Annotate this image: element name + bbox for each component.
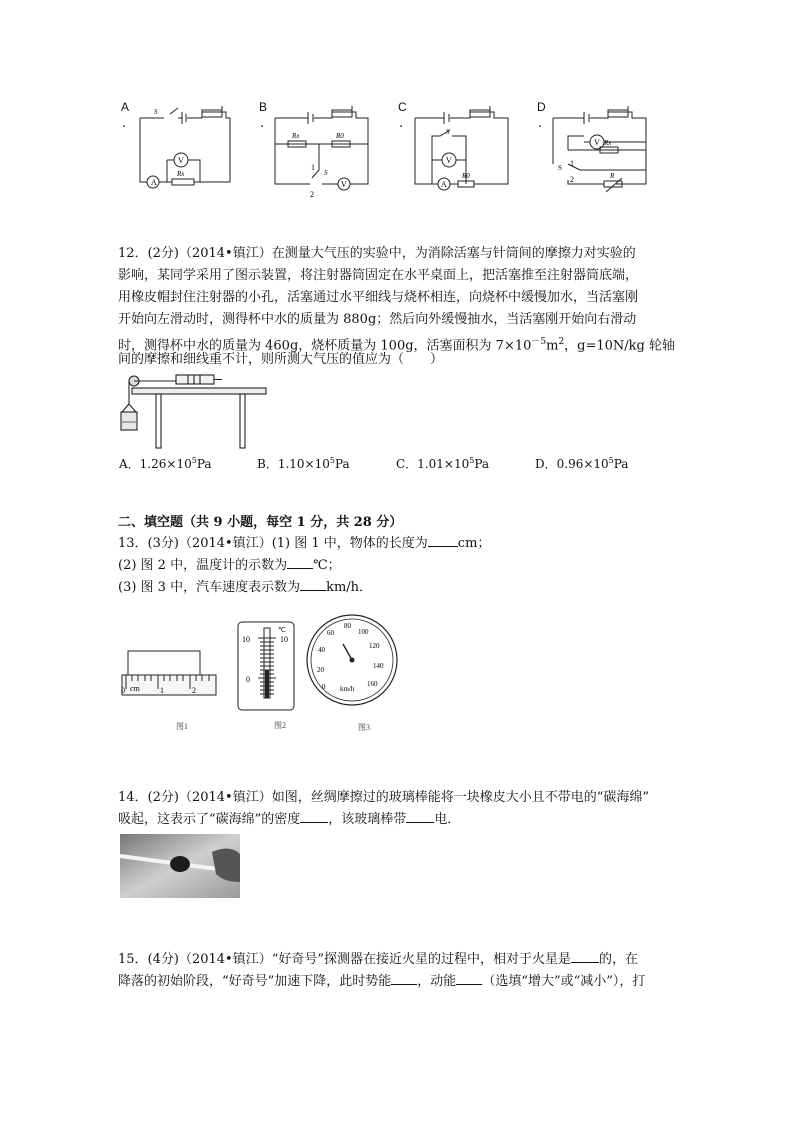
option-b-dot: . [260, 116, 265, 131]
fig3-tick-20: 20 [317, 666, 324, 674]
fig3-tick-80: 80 [344, 622, 351, 630]
option-b-r0-label: R0 [336, 132, 344, 140]
q15-line-1-pre: 15．(4分)（2014•镇江）“好奇号”探测器在接近火星的过程中，相对于火星是 [118, 952, 572, 967]
q13-figure-2-thermometer [234, 618, 300, 733]
option-d-contact-1: 1 [570, 159, 574, 168]
fig1-tick-1: 1 [160, 686, 164, 695]
q15-blank-1[interactable] [571, 950, 599, 963]
option-c-r0-label: R0 [462, 172, 470, 180]
q12-answer-b-value: 1.10×10 [277, 457, 330, 471]
option-d-contact-2: 2 [570, 175, 574, 184]
q12-line-6: 间的摩擦和细线重不计，则所测大气压的值应为（ ） [118, 352, 444, 367]
q12-answer-b-exp: 5 [329, 456, 335, 465]
q12-line-5-post: ，g=10N/kg 轮轴 [564, 338, 676, 354]
fig3-tick-140: 140 [373, 662, 384, 670]
q12-answer-c-unit: Pa [474, 457, 490, 471]
option-a-dot: . [122, 116, 127, 131]
fig3-tick-40: 40 [318, 646, 325, 654]
option-d-circuit [548, 100, 658, 195]
option-c-voltmeter-label: V [446, 156, 452, 165]
option-a-ammeter-label: A [151, 178, 157, 187]
q12-line-2: 影响，某同学采用了图示装置，将注射器筒固定在水平桌面上，把活塞推至注射器筒底端， [118, 268, 639, 283]
option-b-contact-1: 1 [311, 163, 315, 172]
option-d-r-label: R [610, 172, 615, 180]
q15-line-2-post: （选填“增大”或“减小”），打 [482, 974, 646, 989]
q12-answer-b-prefix: B． [257, 457, 278, 471]
q14-line-2-mid: ，该玻璃棒带 [328, 812, 407, 827]
fig2-unit: ℃ [278, 626, 286, 634]
q12-answer-d-prefix: D． [535, 457, 557, 471]
option-a-switch-label: S [154, 108, 158, 116]
option-d-voltmeter-label: V [594, 138, 600, 147]
q12-apparatus-figure [118, 368, 273, 450]
fig3-unit: km/h [340, 685, 355, 693]
section-2-title: 二、填空题（共 9 小题，每空 1 分，共 28 分） [118, 515, 403, 530]
q12-answer-d-value: 0.96×10 [556, 457, 609, 471]
fig2-mark-right-10: 10 [280, 635, 288, 644]
q12-answer-d[interactable] [535, 455, 628, 472]
q12-exp-1: －5 [531, 337, 547, 347]
q13-line-1-post: cm； [457, 536, 491, 551]
q13-line-1 [118, 534, 490, 554]
q12-answer-c[interactable] [396, 455, 489, 472]
q13-blank-1[interactable] [428, 534, 458, 547]
q15-blank-2[interactable] [391, 972, 417, 985]
q15-line-1-post: 的，在 [599, 952, 639, 967]
fig2-caption: 图2 [274, 721, 286, 730]
q12-line-3: 用橡皮帽封住注射器的小孔，活塞通过水平细线与烧杯相连，向烧杯中缓慢加水，当活塞刚 [118, 290, 639, 305]
option-b-rx-label: Rx [292, 132, 300, 140]
fig2-mark-left-10: 10 [242, 635, 250, 644]
q15-blank-3[interactable] [456, 972, 482, 985]
option-c-dot: . [399, 116, 404, 131]
option-c-circuit [410, 100, 520, 195]
option-a-voltmeter-label: V [178, 156, 184, 165]
q12-line-5-mid: m [546, 338, 559, 354]
q13-line-3-post: km/h． [326, 580, 373, 595]
fig3-tick-160: 160 [367, 680, 378, 688]
q15-line-2-mid: ，动能 [417, 974, 457, 989]
q13-line-1-pre: 13．(3分)（2014•镇江）(1) 图 1 中，物体的长度为 [118, 536, 428, 551]
fig1-tick-0: 0 [121, 686, 125, 695]
q13-line-3 [118, 578, 372, 598]
option-d-dot: . [538, 116, 543, 131]
fig1-unit-label: cm [130, 684, 140, 693]
fig3-tick-100: 100 [358, 628, 369, 636]
q14-line-2-pre: 吸起，这表示了“碳海绵”的密度 [118, 812, 301, 827]
q12-answer-d-unit: Pa [613, 457, 629, 471]
option-c-letter: C [398, 100, 407, 114]
option-d-switch-label: S [558, 164, 562, 172]
q12-line-4: 开始向左滑动时，测得杯中水的质量为 880g；然后向外缓慢抽水，当活塞刚开始向右滑动 [118, 312, 637, 327]
q13-blank-3[interactable] [300, 578, 326, 591]
fig2-mark-0: 0 [246, 675, 250, 684]
fig1-caption: 图1 [176, 722, 188, 731]
q12-answer-a-value: 1.26×10 [139, 457, 192, 471]
q12-exp-2: 2 [558, 337, 565, 347]
q12-answer-b[interactable] [257, 455, 350, 472]
q12-line-1: 12．(2分)（2014•镇江）在测量大气压的实验中，为消除活塞与针筒间的摩擦力对实验的 [118, 246, 636, 261]
option-b-contact-2: 2 [310, 190, 314, 199]
q12-line-5-pre: 时，测得杯中水的质量为 460g，烧杯质量为 100g，活塞面积为 7×10 [118, 338, 532, 354]
q15-line-1 [118, 950, 638, 970]
option-a-letter: A [121, 100, 130, 114]
option-c-switch-label: S [446, 128, 450, 136]
q13-figure-1-ruler [118, 645, 218, 735]
q13-figure-3-speedometer [305, 608, 401, 736]
option-c-ammeter-label: A [441, 180, 447, 189]
q13-line-2-post: ℃； [313, 558, 341, 573]
option-d-letter: D [537, 100, 546, 114]
fig3-tick-60: 60 [327, 629, 334, 637]
q12-answer-c-exp: 5 [469, 456, 475, 465]
q12-answer-a-exp: 5 [191, 456, 197, 465]
q14-blank-1[interactable] [300, 810, 328, 823]
q15-line-2-pre: 降落的初始阶段，“好奇号”加速下降，此时势能 [118, 974, 392, 989]
fig3-tick-120: 120 [369, 642, 380, 650]
q12-answer-a-prefix: A． [119, 457, 140, 471]
option-a-rx-label: Rx [177, 170, 185, 178]
fig3-tick-0: 0 [322, 683, 326, 691]
q14-line-1: 14．(2分)（2014•镇江）如图，丝绸摩擦过的玻璃棒能将一块橡皮大小且不带电的“碳海绵” [118, 790, 650, 805]
option-a-circuit [132, 100, 242, 195]
option-b-switch-label: S [324, 169, 328, 177]
option-d-rx-label: Rx [604, 139, 612, 147]
option-b-voltmeter-label: V [341, 180, 347, 189]
q12-answer-b-unit: Pa [334, 457, 350, 471]
q13-line-2 [118, 556, 341, 576]
q13-line-3-pre: (3) 图 3 中，汽车速度表示数为 [118, 580, 301, 595]
q15-line-2 [118, 972, 645, 992]
q12-answer-a[interactable] [119, 455, 212, 472]
fig3-caption: 图3 [358, 723, 370, 732]
q12-answer-c-value: 1.01×10 [417, 457, 470, 471]
q14-photo-glass-rod [120, 834, 240, 898]
q12-answer-a-unit: Pa [196, 457, 212, 471]
q13-blank-2[interactable] [287, 556, 313, 569]
q14-line-2-post: 电． [434, 812, 461, 827]
q13-line-2-pre: (2) 图 2 中，温度计的示数为 [118, 558, 288, 573]
q12-answer-d-exp: 5 [608, 456, 614, 465]
option-b-letter: B [259, 100, 268, 114]
q12-answer-c-prefix: C． [396, 457, 418, 471]
q14-line-2 [118, 810, 460, 830]
option-b-circuit [270, 100, 380, 200]
fig1-tick-2: 2 [192, 686, 196, 695]
q14-blank-2[interactable] [406, 810, 434, 823]
